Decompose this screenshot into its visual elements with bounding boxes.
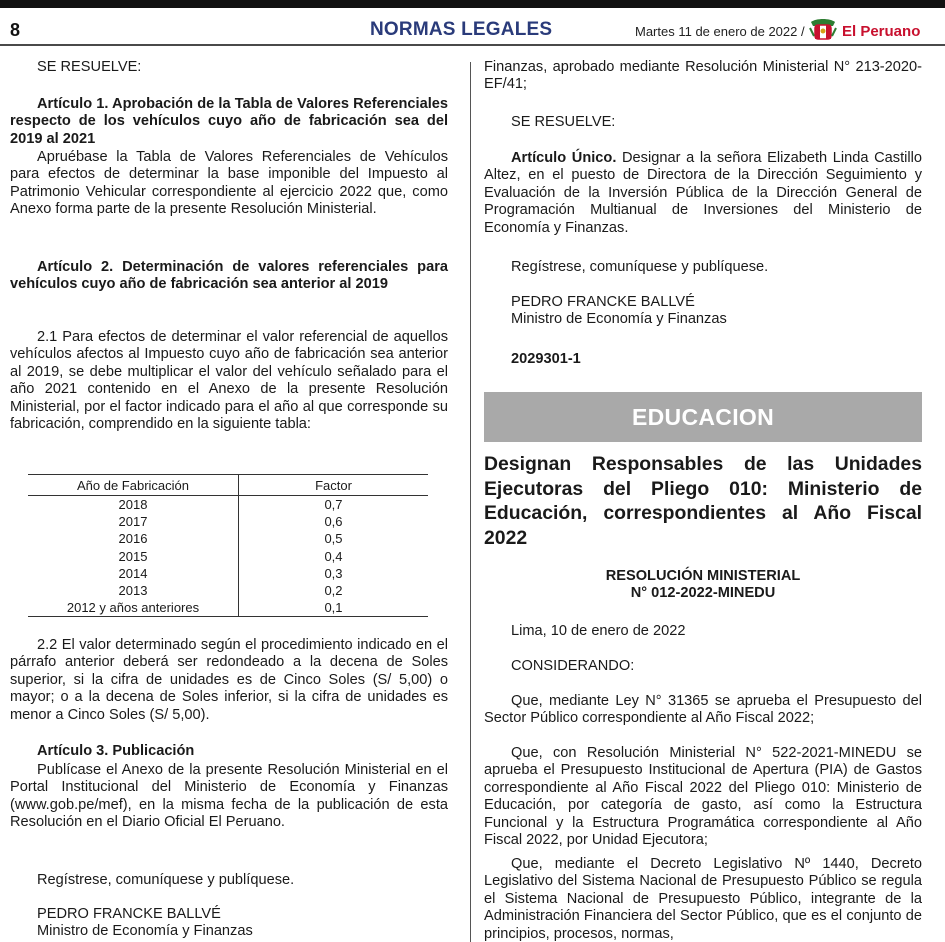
considerando-paragraph-3: Que, mediante el Decreto Legislativo Nº 1440, Decreto Legislativo del Sistema Nacional de Presupuesto Público se regula el Sistema Nacional de Presupuesto Público, integrante de la Administración Financiera del Sector Público, que es el conjunto de principios, procesos, normas, <box>484 856 922 942</box>
table-cell-factor: 0,5 <box>324 531 343 547</box>
table-header-factor: Factor <box>239 475 429 496</box>
article-1-title: Artículo 1. Aprobación de la Tabla de Valores Referenciales respecto de los vehículos cuyo año de fabricación sea del 2019 al 2021 <box>10 96 448 147</box>
article-2-1-paragraph: 2.1 Para efectos de determinar el valor referencial de aquellos vehículos afectos al Impuesto cuyo año de fabricación sea anterior al 2019, se debe multiplicar el valor del vehículo señalado para el año 2021 contenido en el Anexo de la presente Resolución Ministerial, por el factor indicado para el año al que corresponde su fabricación, comprendido en la siguiente tabla: <box>10 329 448 433</box>
page-header <box>0 10 945 46</box>
se-resuelve-text: SE RESUELVE: <box>37 59 142 75</box>
article-2-2-paragraph: 2.2 El valor determinado según el procedimiento indicado en el párrafo anterior deberá ser redondeado a la decena de Soles superior, si la cifra de unidades es de Cinco Soles (S/ 5,00) o mayor; o a la decena de Soles inferior, si la cifra de unidades es menor a Cinco Soles (S/ 5,00). <box>10 637 448 723</box>
top-border-bar <box>0 0 945 8</box>
table-cell-year: 2013 <box>28 582 239 599</box>
article-unico <box>484 150 922 237</box>
table-cell-year: 2014 <box>28 565 239 582</box>
table-row <box>28 548 428 565</box>
signer-name: PEDRO FRANCKE BALLVÉ <box>511 294 695 310</box>
coat-of-arms-icon <box>808 16 838 44</box>
article-1-body: Apruébase la Tabla de Valores Referenciales de Vehículos para efectos de determinar la base imponible del Impuesto al Patrimonio Vehicular correspondiente al ejercicio 2022 que, como Anexo forma parte de la presente Resolución Ministerial. <box>10 149 448 218</box>
table-row <box>28 582 428 599</box>
se-resuelve-left <box>10 59 448 76</box>
table-row <box>28 599 428 617</box>
factor-table <box>28 474 428 617</box>
article-3-title: Artículo 3. Publicación <box>37 743 195 759</box>
considerando-heading: CONSIDERANDO: <box>511 658 635 674</box>
table-cell-factor: 0,3 <box>324 565 343 581</box>
section-band-educacion: EDUCACION <box>484 392 922 442</box>
table-cell-year: 2017 <box>28 513 239 530</box>
table-cell-year: 2012 y años anteriores <box>28 599 239 617</box>
signer-name: PEDRO FRANCKE BALLVÉ <box>37 906 221 922</box>
considerando-paragraph-2: Que, con Resolución Ministerial N° 522-2021-MINEDU se aprueba el Presupuesto Institucional de Apertura (PIA) de Gastos correspondiente al Año Fiscal 2022 del Pliego 010: Ministerio de Educación, por categoría de gasto, así como la Estructura Funcional y la Estructura Programática correspondiente al Año Fiscal 2022, por Unidad Ejecutora; <box>484 745 922 849</box>
signature-right <box>484 294 922 329</box>
signer-role: Ministro de Economía y Finanzas <box>511 311 727 328</box>
resolution-heading <box>484 568 922 603</box>
table-row <box>28 513 428 530</box>
table-cell-factor: 0,1 <box>239 599 429 617</box>
table-cell-factor: 0,6 <box>324 514 343 530</box>
registrese-left: Regístrese, comuníquese y publíquese. <box>37 872 295 888</box>
page-number: 8 <box>10 20 21 40</box>
newspaper-logo: El Peruano <box>842 23 921 40</box>
considerando-paragraph-1: Que, mediante Ley N° 31365 se aprueba el Presupuesto del Sector Público correspondiente al Año Fiscal 2022; <box>484 693 922 727</box>
resolution-number: N° 012-2022-MINEDU <box>630 585 776 602</box>
registrese-right: Regístrese, comuníquese y publíquese. <box>511 259 769 275</box>
document-code: 2029301-1 <box>511 351 581 367</box>
publication-date: Martes 11 de enero de 2022 / <box>635 24 805 39</box>
table-row <box>28 565 428 582</box>
resolution-title: RESOLUCIÓN MINISTERIAL <box>605 568 801 584</box>
se-resuelve-right: SE RESUELVE: <box>511 114 616 130</box>
article-3-body: Publícase el Anexo de la presente Resolución Ministerial en el Portal Institucional del Ministerio de Economía y Finanzas (www.gob.pe/mef), en la misma fecha de la publicación de esta Resolución en el Diario Oficial El Peruano. <box>10 762 448 831</box>
column-divider <box>470 62 471 942</box>
article-unico-label: Artículo Único. <box>511 150 617 166</box>
table-cell-factor: 0,7 <box>324 497 343 512</box>
table-cell-year: 2018 <box>28 496 239 514</box>
signer-role: Ministro de Economía y Finanzas <box>37 923 253 940</box>
article-headline: Designan Responsables de las Unidades Ejecutoras del Pliego 010: Ministerio de Educación, correspondientes al Año Fiscal 2022 <box>484 453 922 549</box>
article-unico-body: Designar a la señora Elizabeth Linda Castillo Altez, en el puesto de Directora de la Dirección Seguimiento y Evaluación de la Inversión Pública de la Dirección General de Programación Multianual de Inversiones del Ministerio de Economía y Finanzas. <box>484 150 922 236</box>
table-row <box>28 530 428 547</box>
table-header-year: Año de Fabricación <box>28 475 239 496</box>
signature-left <box>10 906 448 941</box>
table-header-row <box>28 475 428 496</box>
article-2-title: Artículo 2. Determinación de valores referenciales para vehículos cuyo año de fabricación sea anterior al 2019 <box>10 259 448 293</box>
section-title: NORMAS LEGALES <box>370 19 553 40</box>
table-cell-factor: 0,4 <box>324 548 343 564</box>
table-row <box>28 496 428 514</box>
table-cell-year: 2015 <box>28 548 239 565</box>
place-date: Lima, 10 de enero de 2022 <box>511 623 686 639</box>
continuation-paragraph: Finanzas, aprobado mediante Resolución Ministerial N° 213-2020-EF/41; <box>484 59 922 93</box>
table-cell-year: 2016 <box>28 530 239 547</box>
table-cell-factor: 0,2 <box>324 583 343 599</box>
